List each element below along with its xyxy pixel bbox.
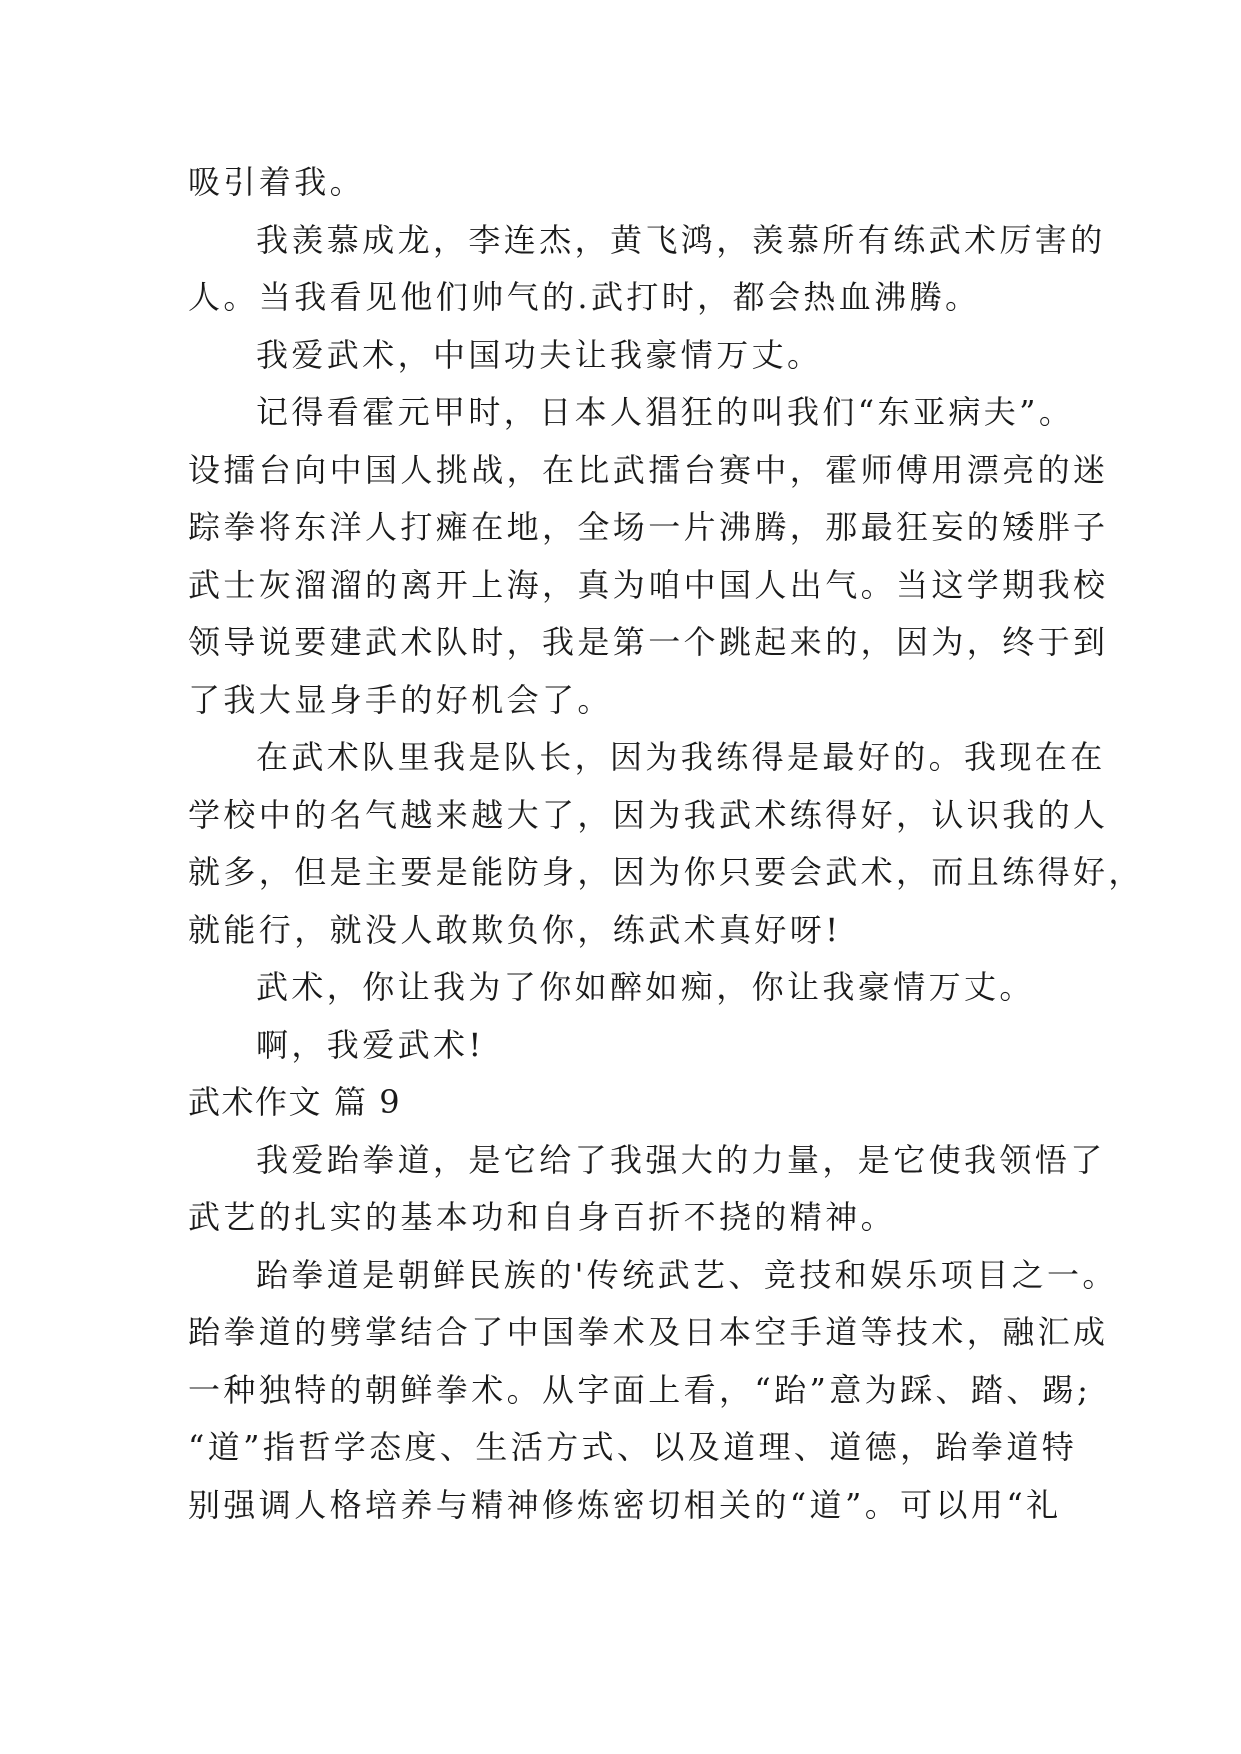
text-line: 学校中的名气越来越大了，因为我武术练得好，认识我的人 bbox=[188, 795, 1109, 834]
article-body bbox=[188, 154, 1144, 1534]
text-line: 武艺的扎实的基本功和自身百折不挠的精神。 bbox=[188, 1198, 897, 1236]
text-line: 领导说要建武术队时，我是第一个跳起来的，因为，终于到 bbox=[188, 623, 1109, 661]
text-line: 了我大显身手的好机会了。 bbox=[188, 680, 613, 719]
section-heading bbox=[188, 1074, 1088, 1132]
text-line: 一种独特的朝鲜拳术。从字面上看，“跆”意为踩、踏、踢; bbox=[188, 1370, 1092, 1409]
text-line: 就多，但是主要是能防身，因为你只要会武术，而且练得好， bbox=[188, 853, 1144, 891]
text-line: 我羡慕成龙，李连杰，黄飞鸿，羡慕所有练武术厉害的 bbox=[256, 220, 1106, 259]
text-line: 就能行，就没人敢欺负你，练武术真好呀! bbox=[188, 910, 842, 949]
text-line: 踪拳将东洋人打瘫在地，全场一片沸腾，那最狂妄的矮胖子 bbox=[188, 508, 1109, 546]
text-line: 记得看霍元甲时，日本人猖狂的叫我们“东亚病夫”。 bbox=[256, 393, 1075, 431]
text-line: 跆拳道是朝鲜民族的'传统武艺、竞技和娱乐项目之一。 bbox=[256, 1255, 1118, 1294]
text-line: 啊，我爱武术! bbox=[256, 1025, 485, 1064]
text-line: 我爱武术，中国功夫让我豪情万丈。 bbox=[256, 335, 823, 374]
text-line: 武士灰溜溜的离开上海，真为咱中国人出气。当这学期我校 bbox=[188, 565, 1109, 604]
text-line: 人。当我看见他们帅气的.武打时，都会热血沸腾。 bbox=[188, 278, 981, 316]
text-line: 设擂台向中国人挑战，在比武擂台赛中，霍师傅用漂亮的迷 bbox=[188, 450, 1109, 489]
section-title: 武术作文 bbox=[188, 1083, 323, 1121]
text-line: 吸引着我。 bbox=[188, 163, 366, 201]
text-line: “道”指哲学态度、生活方式、以及道理、道德，跆拳道特 bbox=[188, 1428, 1078, 1466]
text-line: 别强调人格培养与精神修炼密切相关的“道”。可以用“礼 bbox=[188, 1485, 1062, 1524]
section-number: 篇 9 bbox=[334, 1083, 402, 1121]
text-line: 武术，你让我为了你如醉如痴，你让我豪情万丈。 bbox=[256, 968, 1035, 1006]
text-line: 跆拳道的劈掌结合了中国拳术及日本空手道等技术，融汇成 bbox=[188, 1313, 1109, 1351]
text-line: 在武术队里我是队长，因为我练得是最好的。我现在在 bbox=[256, 738, 1106, 776]
text-line: 我爱跆拳道，是它给了我强大的力量，是它使我领悟了 bbox=[256, 1140, 1106, 1179]
